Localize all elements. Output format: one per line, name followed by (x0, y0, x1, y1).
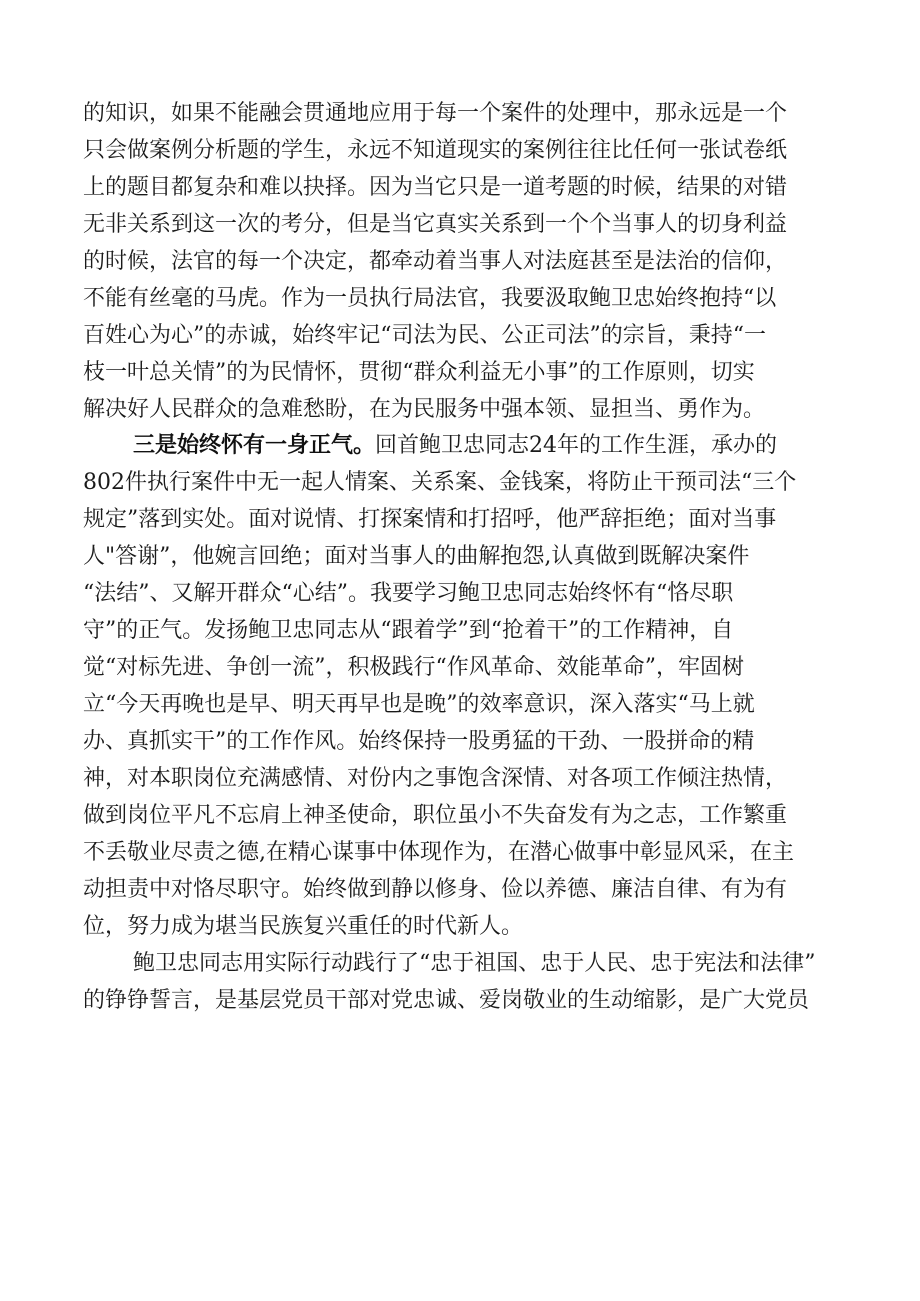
paragraph-line: 办、真抓实干”的工作作风。始终保持一股勇猛的干劲、一股拼命的精 (83, 729, 755, 754)
paragraph-line: 神，对本职岗位充满感情、对份内之事饱含深情、对各项工作倾注热情， (83, 766, 788, 791)
paragraph-first-line (133, 433, 777, 459)
paragraph-line: 无非关系到这一次的考分，但是当它真实关系到一个个当事人的切身利益 (83, 212, 788, 237)
paragraph-line: 解决好人民群众的急难愁盼，在为民服务中强本领、显担当、勇作为。 (83, 397, 766, 422)
paragraph-line: 做到岗位平凡不忘肩上神圣使命，职位虽小不失奋发有为之志，工作繁重 (83, 803, 788, 828)
paragraph-line: 802件执行案件中无一起人情案、关系案、金钱案，将防止干预司法“三个 (83, 470, 797, 495)
paragraph-line: 百姓心为心”的赤诚，始终牢记“司法为民、公正司法”的宗旨，秉持“一 (83, 323, 766, 348)
paragraph-line: 人"答谢”，他婉言回绝；面对当事人的曲解抱怨,认真做到既解决案件 (83, 544, 750, 569)
paragraph-line: 位，努力成为堪当民族复兴重任的时代新人。 (83, 914, 524, 939)
paragraph-line: 立“今天再晚也是早、明天再早也是晚”的效率意识，深入落实“马上就 (83, 692, 755, 717)
paragraph-line: 不能有丝毫的马虎。作为一员执行局法官，我要汲取鲍卫忠始终抱持“以 (83, 286, 777, 311)
paragraph-line: 只会做案例分析题的学生，永远不知道现实的案例往往比任何一张试卷纸 (83, 138, 788, 163)
paragraph-line: 上的题目都复杂和难以抉择。因为当它只是一道考题的时候，结果的对错 (83, 175, 788, 200)
paragraph-line: 动担责中对恪尽职守。始终做到静以修身、俭以养德、廉洁自律、有为有 (83, 877, 788, 902)
paragraph-line: 枝一叶总关情”的为民情怀，贯彻“群众利益无小事”的工作原则，切实 (83, 360, 755, 385)
paragraph-line: 觉“对标先进、争创一流”，积极践行“作风革命、效能革命”，牢固树 (83, 655, 744, 680)
paragraph-line: 的铮铮誓言，是基层党员干部对党忠诚、爱岗敬业的生动缩影，是广大党员 (83, 988, 810, 1013)
paragraph-line: 守”的正气。发扬鲍卫忠同志从“跟着学”到“抢着干”的工作精神，自 (83, 618, 734, 643)
paragraph-text: 回首鲍卫忠同志24年的工作生涯，承办的 (375, 433, 778, 458)
paragraph-line: 的时候，法官的每一个决定，都牵动着当事人对法庭甚至是法治的信仰， (83, 249, 788, 274)
paragraph-first-line: 鲍卫忠同志用实际行动践行了“忠于祖国、忠于人民、忠于宪法和法律” (133, 951, 816, 976)
section-heading: 三是始终怀有一身正气。 (133, 433, 376, 458)
paragraph-line: “法结”、又解开群众“心结”。我要学习鲍卫忠同志始终怀有“恪尽职 (83, 581, 734, 606)
paragraph-line: 的知识，如果不能融会贯通地应用于每一个案件的处理中，那永远是一个 (83, 101, 788, 126)
paragraph-line: 不丢敬业尽责之德,在精心谋事中体现作为，在潜心做事中彰显风采，在主 (83, 840, 794, 865)
paragraph-line: 规定”落到实处。面对说情、打探案情和打招呼，他严辞拒绝；面对当事 (83, 507, 777, 532)
